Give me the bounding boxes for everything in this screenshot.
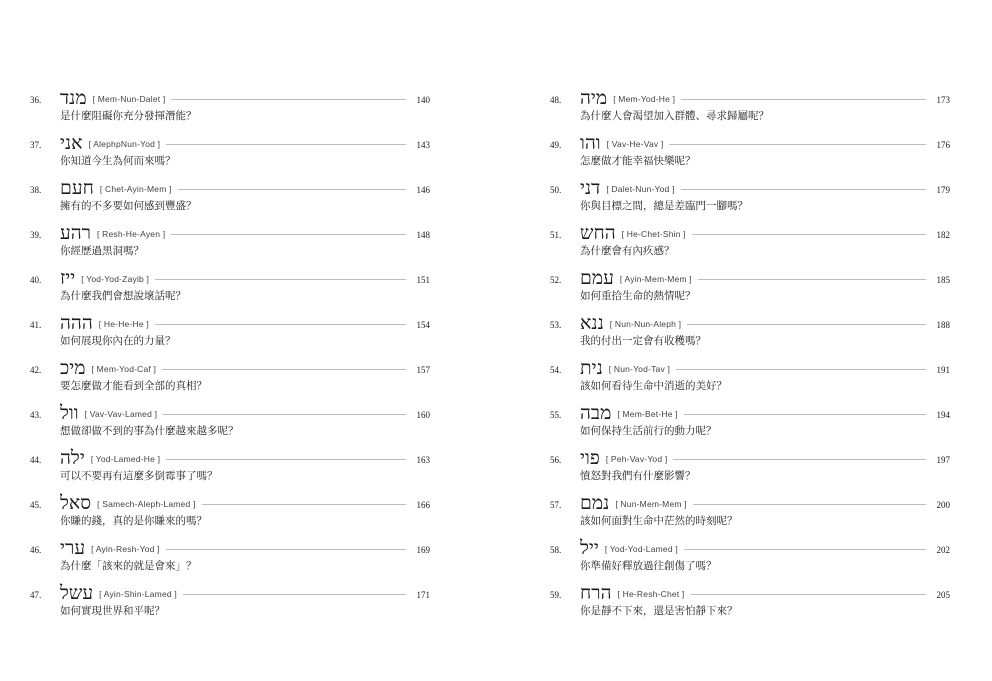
transliteration: [ Resh-He-Ayen ]: [97, 229, 166, 239]
hebrew-name: נמם: [580, 492, 610, 514]
transliteration: [ Samech-Aleph-Lamed ]: [97, 499, 196, 509]
entry-number: 54.: [550, 365, 562, 375]
hebrew-name: ננא: [580, 312, 604, 334]
entry-question: 我的付出一定會有收穫嗎？: [580, 335, 706, 347]
right-page: [550, 84, 950, 624]
page-number: 151: [416, 275, 430, 285]
dot-leader: [171, 99, 406, 100]
page-number: 202: [936, 545, 950, 555]
entry-question: 如何保持生活前行的動力呢？: [580, 425, 717, 437]
hebrew-name: מיכ: [60, 357, 86, 379]
toc-entry-heading: [30, 534, 430, 558]
page-number: 191: [936, 365, 950, 375]
hebrew-name: עשל: [60, 582, 94, 604]
dot-leader: [162, 369, 406, 370]
toc-entry: [550, 219, 950, 264]
entry-number: 59.: [550, 590, 562, 600]
entry-number: 47.: [30, 590, 42, 600]
page-number: 143: [416, 140, 430, 150]
toc-entry-heading: [550, 354, 950, 378]
entry-question: 如何實現世界和平呢？: [60, 605, 165, 617]
entry-number: 46.: [30, 545, 42, 555]
toc-entry-heading: [30, 264, 430, 288]
dot-leader: [183, 594, 406, 595]
toc-entry-heading: [550, 399, 950, 423]
page-number: 173: [936, 95, 950, 105]
dot-leader: [691, 594, 927, 595]
transliteration: [ Chet-Ayin-Mem ]: [99, 184, 172, 194]
dot-leader: [171, 234, 406, 235]
toc-entry-heading: [30, 174, 430, 198]
entry-question: 你經歷過黑洞嗎？: [60, 245, 144, 257]
hebrew-name: נית: [580, 357, 603, 379]
hebrew-name: עמם: [580, 267, 614, 289]
page-number: 182: [936, 230, 950, 240]
page-number: 200: [936, 500, 950, 510]
transliteration: [ He-Chet-Shin ]: [621, 229, 686, 239]
hebrew-name: הרח: [580, 582, 612, 604]
toc-entry: [550, 174, 950, 219]
entry-question: 如何重拾生命的熱情呢？: [580, 290, 696, 302]
dot-leader: [166, 144, 406, 145]
transliteration: [ Ayin-Mem-Mem ]: [619, 274, 692, 284]
toc-entry: [550, 579, 950, 624]
dot-leader: [692, 234, 926, 235]
entry-number: 45.: [30, 500, 42, 510]
toc-entry-heading: [550, 84, 950, 108]
toc-entry-heading: [550, 489, 950, 513]
toc-entry: [30, 84, 430, 129]
toc-entry-heading: [30, 129, 430, 153]
toc-entry-heading: [550, 309, 950, 333]
entry-question: 如何展現你內在的力量？: [60, 335, 176, 347]
entry-question: 憤怒對我們有什麼影響？: [580, 470, 696, 482]
toc-entry: [30, 399, 430, 444]
transliteration: [ Mem-Bet-He ]: [617, 409, 678, 419]
transliteration: [ Dalet-Nun-Yod ]: [606, 184, 675, 194]
transliteration: [ Ayin-Resh-Yod ]: [91, 544, 160, 554]
transliteration: [ Nun-Nun-Aleph ]: [609, 319, 682, 329]
entry-question: 是什麼阻礙你充分發揮潛能？: [60, 110, 197, 122]
dot-leader: [178, 189, 406, 190]
entry-number: 58.: [550, 545, 562, 555]
toc-entry: [30, 579, 430, 624]
dot-leader: [676, 369, 926, 370]
hebrew-name: מבה: [580, 402, 612, 424]
hebrew-name: דני: [580, 177, 601, 199]
entry-number: 48.: [550, 95, 562, 105]
entry-question: 你賺的錢，真的是你賺來的嗎？: [60, 515, 207, 527]
toc-entry: [550, 129, 950, 174]
transliteration: [ Vav-Vav-Lamed ]: [84, 409, 158, 419]
transliteration: [ AlephpNun-Yod ]: [88, 139, 161, 149]
dot-leader: [684, 414, 926, 415]
entry-number: 39.: [30, 230, 42, 240]
toc-entry-heading: [550, 174, 950, 198]
hebrew-name: רהע: [60, 222, 92, 244]
toc-entry: [30, 129, 430, 174]
page-number: 179: [936, 185, 950, 195]
transliteration: [ Yod-Yod-Lamed ]: [604, 544, 678, 554]
transliteration: [ Mem-Nun-Dalet ]: [92, 94, 166, 104]
transliteration: [ Mem-Yod-He ]: [613, 94, 676, 104]
toc-entry-heading: [30, 219, 430, 243]
transliteration: [ Peh-Vav-Yod ]: [605, 454, 668, 464]
page-number: 154: [416, 320, 430, 330]
entry-number: 37.: [30, 140, 42, 150]
toc-entry-heading: [30, 84, 430, 108]
entry-number: 44.: [30, 455, 42, 465]
entry-question: 為什麼「該來的就是會來」？: [60, 560, 197, 572]
entry-number: 53.: [550, 320, 562, 330]
hebrew-name: ההה: [60, 312, 93, 334]
transliteration: [ Nun-Mem-Mem ]: [615, 499, 687, 509]
left-page: [30, 84, 430, 624]
page-number: 205: [936, 590, 950, 600]
hebrew-name: מיה: [580, 87, 608, 109]
transliteration: [ Yod-Lamed-He ]: [90, 454, 161, 464]
entry-question: 你準備好釋放過往創傷了嗎？: [580, 560, 717, 572]
toc-entry: [550, 399, 950, 444]
hebrew-name: פוי: [580, 447, 600, 469]
transliteration: [ Nun-Yod-Tav ]: [608, 364, 671, 374]
hebrew-name: וול: [60, 402, 79, 424]
entry-question: 你與目標之間，總是差臨門一腳嗎？: [580, 200, 748, 212]
entry-question: 為什麼會有內疚感？: [580, 245, 675, 257]
dot-leader: [684, 549, 926, 550]
transliteration: [ Vav-He-Vav ]: [606, 139, 664, 149]
page-number: 169: [416, 545, 430, 555]
dot-leader: [698, 279, 926, 280]
hebrew-name: חעם: [60, 177, 94, 199]
transliteration: [ Yod-Yod-Zayib ]: [81, 274, 150, 284]
dot-leader: [155, 279, 406, 280]
toc-entry: [30, 219, 430, 264]
entry-question: 要怎麼做才能看到全部的真相？: [60, 380, 207, 392]
dot-leader: [687, 324, 926, 325]
entry-number: 55.: [550, 410, 562, 420]
entry-number: 40.: [30, 275, 42, 285]
dot-leader: [155, 324, 406, 325]
hebrew-name: ייז: [60, 267, 76, 289]
entry-question: 可以不要再有這麼多倒霉事了嗎？: [60, 470, 218, 482]
toc-entry: [550, 84, 950, 129]
entry-question: 你知道今生為何而來嗎？: [60, 155, 176, 167]
entry-number: 41.: [30, 320, 42, 330]
dot-leader: [166, 549, 406, 550]
entry-question: 你是靜不下來，還是害怕靜下來？: [580, 605, 738, 617]
toc-entry: [550, 444, 950, 489]
toc-entry: [550, 534, 950, 579]
hebrew-name: אני: [60, 132, 83, 154]
entry-question: 想做卻做不到的事為什麼越來越多呢？: [60, 425, 239, 437]
dot-leader: [163, 414, 406, 415]
toc-entry: [30, 174, 430, 219]
entry-number: 57.: [550, 500, 562, 510]
transliteration: [ He-Resh-Chet ]: [617, 589, 685, 599]
hebrew-name: מנד: [60, 87, 87, 109]
toc-entry-heading: [550, 444, 950, 468]
page-number: 160: [416, 410, 430, 420]
toc-entry: [550, 354, 950, 399]
dot-leader: [166, 459, 406, 460]
entry-number: 50.: [550, 185, 562, 195]
hebrew-name: סאל: [60, 492, 92, 514]
entry-number: 49.: [550, 140, 562, 150]
transliteration: [ He-He-He ]: [98, 319, 149, 329]
entry-question: 該如何看待生命中消逝的美好？: [580, 380, 727, 392]
entry-number: 43.: [30, 410, 42, 420]
entry-question: 該如何面對生命中茫然的時刻呢？: [580, 515, 738, 527]
dot-leader: [202, 504, 406, 505]
page-number: 157: [416, 365, 430, 375]
toc-entry-heading: [30, 444, 430, 468]
toc-entry-heading: [550, 264, 950, 288]
toc-entry: [550, 309, 950, 354]
entry-number: 38.: [30, 185, 42, 195]
entry-number: 52.: [550, 275, 562, 285]
toc-entry-heading: [30, 309, 430, 333]
entry-number: 56.: [550, 455, 562, 465]
page-number: 140: [416, 95, 430, 105]
toc-entry: [550, 264, 950, 309]
dot-leader: [693, 504, 926, 505]
entry-question: 為什麼人會渴望加入群體、尋求歸屬呢？: [580, 110, 769, 122]
entry-number: 36.: [30, 95, 42, 105]
toc-entry-heading: [550, 129, 950, 153]
toc-entry-heading: [30, 354, 430, 378]
page-number: 197: [936, 455, 950, 465]
page-number: 163: [416, 455, 430, 465]
dot-leader: [669, 144, 926, 145]
hebrew-name: ערי: [60, 537, 86, 559]
hebrew-name: החש: [580, 222, 616, 244]
toc-entry: [30, 444, 430, 489]
entry-number: 51.: [550, 230, 562, 240]
transliteration: [ Mem-Yod-Caf ]: [91, 364, 157, 374]
toc-entry-heading: [30, 579, 430, 603]
toc-entry-heading: [30, 399, 430, 423]
entry-number: 42.: [30, 365, 42, 375]
toc-entry: [30, 534, 430, 579]
toc-entry-heading: [30, 489, 430, 513]
toc-entry-heading: [550, 534, 950, 558]
toc-entry: [30, 309, 430, 354]
entry-question: 擁有的不多要如何感到豐盛？: [60, 200, 197, 212]
page-number: 176: [936, 140, 950, 150]
toc-entry: [30, 489, 430, 534]
page-number: 194: [936, 410, 950, 420]
toc-entry: [30, 264, 430, 309]
hebrew-name: ילה: [60, 447, 85, 469]
page-number: 185: [936, 275, 950, 285]
toc-entry-heading: [550, 219, 950, 243]
toc-entry-heading: [550, 579, 950, 603]
entry-question: 怎麼做才能幸福快樂呢？: [580, 155, 696, 167]
dot-leader: [681, 189, 926, 190]
toc-entry: [550, 489, 950, 534]
page-number: 188: [936, 320, 950, 330]
hebrew-name: ייל: [580, 537, 599, 559]
page-number: 171: [416, 590, 430, 600]
dot-leader: [681, 99, 926, 100]
page-number: 166: [416, 500, 430, 510]
toc-entry: [30, 354, 430, 399]
entry-question: 為什麼我們會想說壞話呢？: [60, 290, 186, 302]
page-number: 146: [416, 185, 430, 195]
hebrew-name: והו: [580, 132, 601, 154]
transliteration: [ Ayin-Shin-Lamed ]: [99, 589, 177, 599]
page-number: 148: [416, 230, 430, 240]
dot-leader: [673, 459, 926, 460]
